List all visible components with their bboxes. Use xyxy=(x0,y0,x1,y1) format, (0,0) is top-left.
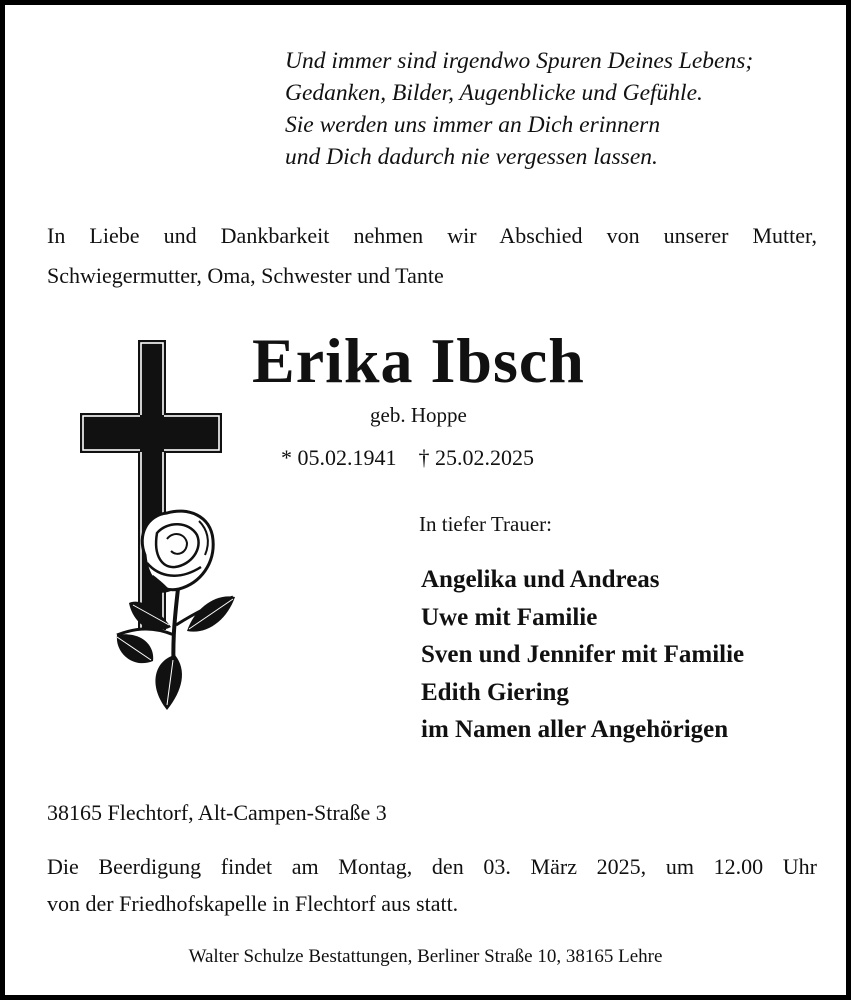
intro-line: In Liebe und Dankbarkeit nehmen wir Abschied von unserer Mutter, xyxy=(47,223,817,248)
mourners-list xyxy=(421,561,744,749)
poem-line: Sie werden uns immer an Dich erinnern xyxy=(285,112,661,138)
intro-line: Schwiegermutter, Oma, Schwester und Tante xyxy=(47,263,444,288)
funeral-line: Die Beerdigung findet am Montag, den 03. März 2025, um 12.00 Uhr xyxy=(47,854,817,879)
intro-text xyxy=(47,216,817,296)
memorial-poem xyxy=(285,45,753,173)
mourner-name: Angelika und Andreas xyxy=(421,566,660,593)
family-address: 38165 Flechtorf, Alt-Campen-Straße 3 xyxy=(47,800,387,825)
mourner-name: Uwe mit Familie xyxy=(421,603,598,631)
death-date: † 25.02.2025 xyxy=(418,445,534,470)
poem-line: Und immer sind irgendwo Spuren Deines Lebens; xyxy=(285,48,754,74)
mourner-name: Edith Giering xyxy=(421,678,569,706)
mourner-name: Sven und Jennifer mit Familie xyxy=(421,641,745,668)
mourning-heading: In tiefer Trauer: xyxy=(419,512,552,536)
poem-line: Gedanken, Bilder, Augenblicke und Gefühle. xyxy=(285,80,703,106)
deceased-name: Erika Ibsch xyxy=(252,325,585,396)
cross-with-rose-icon xyxy=(75,335,245,715)
birth-date: * 05.02.1941 xyxy=(281,445,397,470)
funeral-line: von der Friedhofskapelle in Flechtorf aus statt. xyxy=(47,891,459,916)
poem-line: und Dich dadurch nie vergessen lassen. xyxy=(285,144,658,170)
life-dates xyxy=(281,445,534,471)
funeral-info xyxy=(47,848,817,922)
undertaker-footer: Walter Schulze Bestattungen, Berliner Straße 10, 38165 Lehre xyxy=(188,946,663,967)
mourner-name: im Namen aller Angehörigen xyxy=(421,716,729,743)
birth-name: geb. Hoppe xyxy=(370,403,467,427)
